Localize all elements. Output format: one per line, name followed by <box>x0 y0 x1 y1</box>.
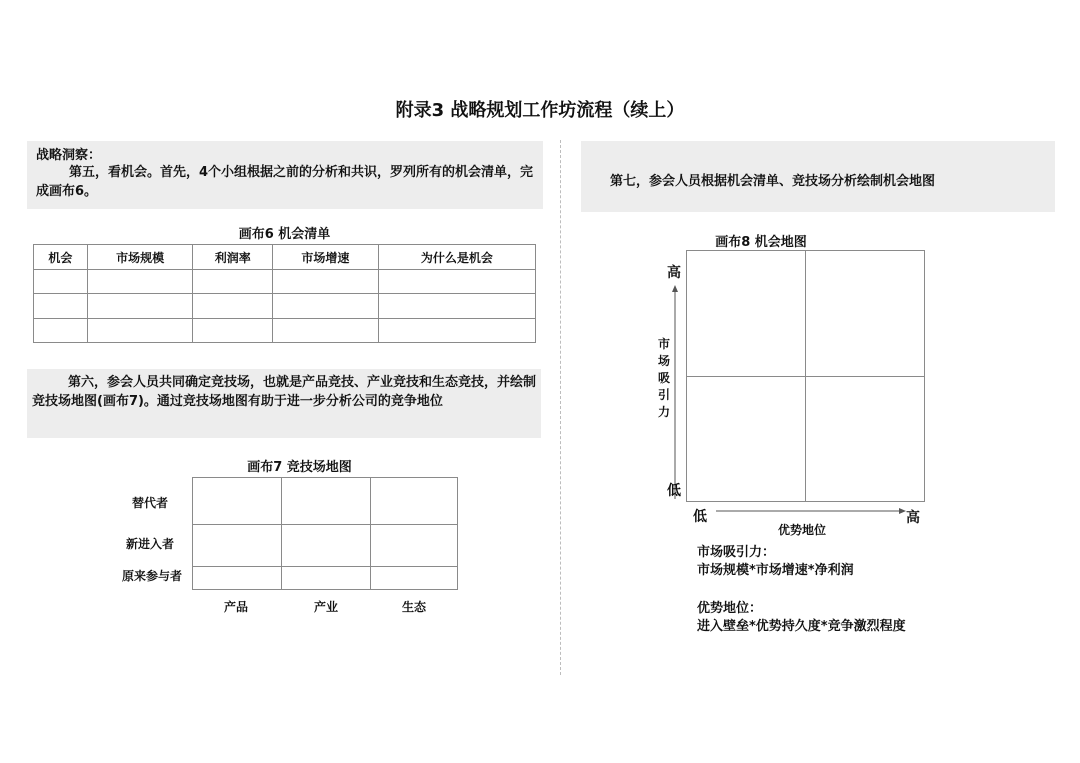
opportunity-map-grid <box>686 250 925 502</box>
grid-line <box>193 524 457 525</box>
table-cell <box>193 294 273 318</box>
x-axis-low-label: 低 <box>693 509 707 525</box>
arena-col-label: 产业 <box>313 600 338 614</box>
canvas-6-caption: 画布6 机会清单 <box>238 227 331 242</box>
canvas-7-caption: 画布7 竞技场地图 <box>247 460 352 475</box>
table-row <box>34 270 536 294</box>
table-row <box>34 318 536 342</box>
table-header-cell: 为什么是机会 <box>378 245 535 270</box>
section-7-body: 第七，参会人员根据机会清单、竞技场分析绘制机会地图 <box>610 174 936 189</box>
table-cell <box>378 318 535 342</box>
arena-map-grid <box>192 477 458 590</box>
grid-line <box>281 478 282 589</box>
advantage-formula: 进入壁垒*优势持久度*竞争激烈程度 <box>697 619 906 634</box>
page-title: 附录3 战略规划工作坊流程（续上） <box>395 100 685 121</box>
arena-row-label: 新进入者 <box>125 537 174 551</box>
attractiveness-title: 市场吸引力： <box>697 545 776 560</box>
section-5-body: 第五，看机会。首先，4个小组根据之前的分析和共识，罗列所有的机会清单，完成画布6。 <box>36 165 534 199</box>
table-cell <box>34 270 88 294</box>
table-header-cell: 利润率 <box>193 245 273 270</box>
table-header-cell: 机会 <box>34 245 88 270</box>
canvas-8-caption: 画布8 机会地图 <box>715 235 807 250</box>
y-axis-high-label: 高 <box>667 265 681 281</box>
y-axis-low-label: 低 <box>667 483 681 499</box>
table-cell <box>273 270 379 294</box>
table-cell <box>273 318 379 342</box>
table-cell <box>378 294 535 318</box>
table-cell <box>273 294 379 318</box>
table-row <box>34 294 536 318</box>
table-header-row <box>34 245 536 270</box>
section-6-body: 第六，参会人员共同确定竞技场，也就是产品竞技、产业竞技和生态竞技，并绘制竞技场地图(画布7)。通过竞技场地图有助于进一步分析公司的竞争地位 <box>32 375 537 409</box>
x-axis-high-label: 高 <box>906 510 920 526</box>
table-cell <box>87 318 193 342</box>
section-5-box <box>27 141 543 209</box>
table-cell <box>87 294 193 318</box>
arena-row-label: 原来参与者 <box>121 569 182 583</box>
table-cell <box>34 294 88 318</box>
arena-col-label: 生态 <box>401 600 426 614</box>
table-header-cell: 市场规模 <box>87 245 193 270</box>
section-6-box <box>27 369 541 438</box>
table-cell <box>34 318 88 342</box>
column-divider <box>560 140 561 675</box>
attractiveness-formula: 市场规模*市场增速*净利润 <box>697 563 854 578</box>
table-cell <box>193 318 273 342</box>
table-header-cell: 市场增速 <box>273 245 379 270</box>
y-axis-label: 市场吸引力 <box>657 337 670 419</box>
arena-col-label: 产品 <box>223 600 248 614</box>
grid-line <box>193 566 457 567</box>
grid-line <box>370 478 371 589</box>
x-axis-arrow-icon <box>716 504 906 518</box>
opportunity-list-table <box>33 244 536 343</box>
advantage-title: 优势地位： <box>697 601 763 616</box>
grid-line <box>687 376 924 377</box>
table-cell <box>378 270 535 294</box>
section-5-heading: 战略洞察： <box>36 148 102 163</box>
table-cell <box>87 270 193 294</box>
arena-row-label: 替代者 <box>131 496 168 510</box>
table-cell <box>193 270 273 294</box>
section-7-box <box>581 141 1055 212</box>
x-axis-label: 优势地位 <box>778 523 827 537</box>
